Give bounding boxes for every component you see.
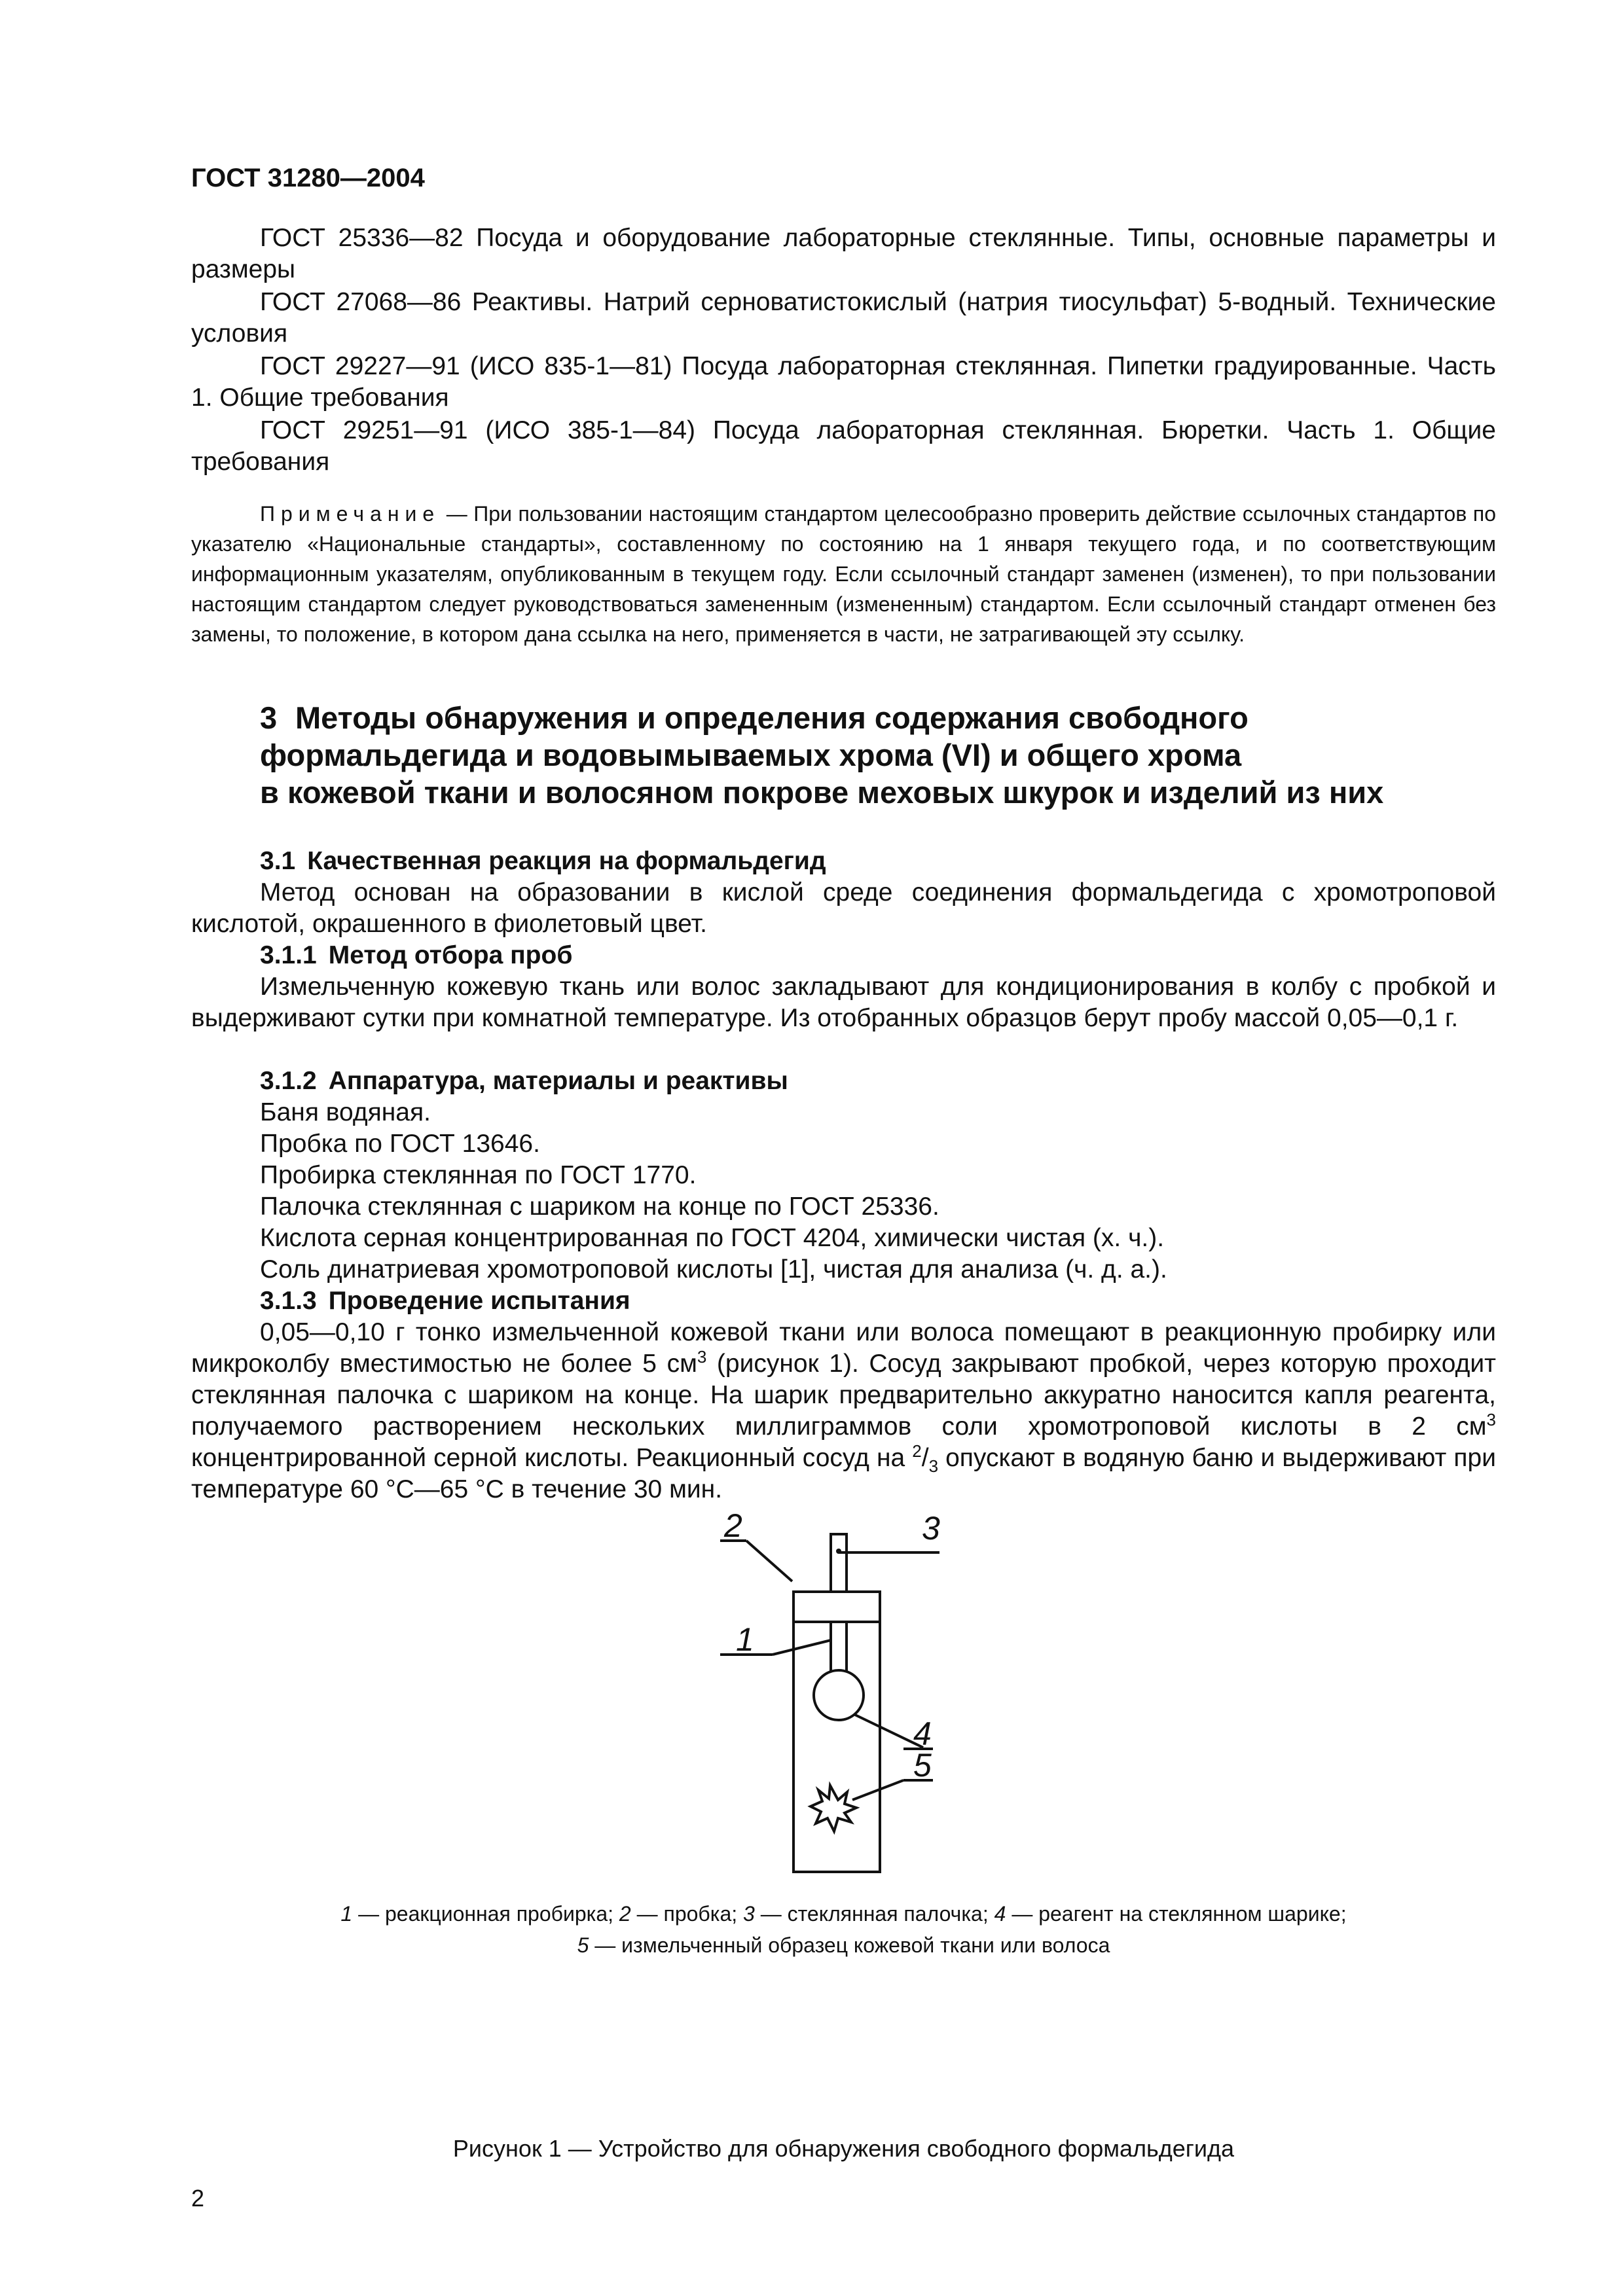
reference-item bbox=[191, 287, 1496, 350]
note-block bbox=[191, 499, 1496, 649]
reference-item bbox=[191, 223, 1496, 285]
section-heading bbox=[260, 699, 1504, 811]
reference-text: (ИСО 385-1—84) Посуда лабораторная стеклянная. Бюретки. Часть 1. Общие требования bbox=[191, 416, 1496, 476]
leader-2 bbox=[746, 1541, 792, 1581]
legend-line: 1 — реакционная пробирка; 2 — пробка; 3 — стеклянная палочка; 4 — реагент на стеклянном шарике; bbox=[340, 1902, 1347, 1926]
note-label: Примечание bbox=[260, 502, 441, 526]
glass-rod-top bbox=[831, 1534, 847, 1592]
list-item: Соль динатриевая хромотроповой кислоты [1], чистая для анализа (ч. д. а.). bbox=[260, 1255, 1167, 1283]
list-item: Кислота серная концентрированная по ГОСТ 4204, химически чистая (х. ч.). bbox=[260, 1224, 1165, 1252]
reference-item bbox=[191, 415, 1496, 478]
stopper bbox=[793, 1592, 880, 1622]
figure-label-4: 4 bbox=[913, 1715, 932, 1752]
document-header-code: ГОСТ 31280—2004 bbox=[191, 164, 425, 192]
list-item: Баня водяная. bbox=[260, 1098, 431, 1126]
reference-code: ГОСТ 29251—91 bbox=[260, 416, 468, 444]
paragraph: 0,05—0,10 г тонко измельченной кожевой ткани или волоса помещают в реакционную пробирку или микроколбу вместимостью не более 5 $см^3$ (рисунок 1). Сосуд закрывают пробкой, через которую проходит стеклянная палочка с шариком на конце. На шарик предварительно аккуратно наносится капля реагента, получаемого растворением нескольких миллиграммов соли хромотроповой кислоты в 2 $см^3$ концентрированной серной кислоты. Реакционный сосуд на $^2/_3$ опускают в водяную баню и выдерживают при температуре 60 °C—65 °C в течение 30 мин. bbox=[191, 1318, 1496, 1503]
subsection-heading: 3.1.1 Метод отбора проб bbox=[260, 941, 573, 969]
figure-label-1: 1 bbox=[736, 1621, 754, 1658]
subsection-3-1 bbox=[191, 846, 1496, 940]
reference-code: ГОСТ 29227—91 bbox=[260, 352, 460, 380]
list-item: Пробирка стеклянная по ГОСТ 1770. bbox=[260, 1161, 697, 1189]
paragraph: Метод основан на образовании в кислой среде соединения формальдегида с хромотроповой кислотой, окрашенного в фиолетовый цвет. bbox=[191, 878, 1496, 938]
subsection-3-1-1 bbox=[191, 940, 1496, 1034]
subsection-heading: 3.1 Качественная реакция на формальдегид bbox=[260, 847, 826, 875]
reagent-ball bbox=[814, 1670, 864, 1720]
reference-text: Реактивы. Натрий серноватистокислый (натрия тиосульфат) 5-водный. Технические условия bbox=[191, 288, 1496, 348]
figure-label-3: 3 bbox=[922, 1512, 940, 1547]
figure-1-diagram bbox=[707, 1512, 995, 1878]
reference-item bbox=[191, 351, 1496, 414]
rod-marker bbox=[836, 1549, 841, 1554]
paragraph: Измельченную кожевую ткань или волос закладывают для кондиционирования в колбу с пробкой и выдерживают сутки при комнатной температуре. Из отобранных образцов берут пробу массой 0,05—0,1 г. bbox=[191, 973, 1496, 1032]
sample-burst bbox=[811, 1785, 856, 1831]
reference-code: ГОСТ 25336—82 bbox=[260, 224, 464, 252]
note-text: — При пользовании настоящим стандартом целесообразно проверить действие ссылочных стандартов по указателю «Национальные стандарты», составленному по состоянию на 1 января текущего года, и по соответствующим информационным указателям, опубликованным в текущем году. Если ссылочный стандарт заменен (изменен), то при пользовании настоящим стандартом следует руководствоваться замененным (измененным) стандартом. Если ссылочный стандарт отменен без замены, то положение, в котором дана ссылка на него, применяется в части, не затрагивающей эту ссылку. bbox=[191, 502, 1497, 646]
reaction-tube bbox=[793, 1592, 880, 1872]
page-number: 2 bbox=[191, 2185, 205, 2212]
reference-text: (ИСО 835-1—81) Посуда лабораторная стеклянная. Пипетки градуированные. Часть 1. Общие требования bbox=[191, 352, 1496, 412]
reference-code: ГОСТ 27068—86 bbox=[260, 288, 462, 316]
figure-title: Рисунок 1 — Устройство для обнаружения свободного формальдегида bbox=[452, 2135, 1235, 2162]
section-title-line: формальдегида и водовымываемых хрома (VI) и общего хрома bbox=[260, 738, 1242, 772]
figure-label-2: 2 bbox=[724, 1512, 742, 1544]
subsection-3-1-2 bbox=[191, 1066, 1496, 1285]
list-item: Палочка стеклянная с шариком на конце по ГОСТ 25336. bbox=[260, 1193, 939, 1221]
section-number: 3 bbox=[260, 700, 278, 735]
subsection-heading: 3.1.2 Аппаратура, материалы и реактивы bbox=[260, 1067, 788, 1095]
reference-text: Посуда и оборудование лабораторные стеклянные. Типы, основные параметры и размеры bbox=[191, 224, 1497, 283]
figure-legend bbox=[191, 1898, 1496, 1961]
legend-line: 5 — измельченный образец кожевой ткани или волоса bbox=[577, 1933, 1110, 1957]
figure-label-5: 5 bbox=[913, 1747, 932, 1784]
subsection-heading: 3.1.3 Проведение испытания bbox=[260, 1287, 630, 1315]
section-title-line: в кожевой ткани и волосяном покрове меховых шкурок и изделий из них bbox=[260, 775, 1384, 810]
subsection-3-1-3 bbox=[191, 1285, 1496, 1505]
leader-5 bbox=[852, 1780, 903, 1800]
section-title-line: Методы обнаружения и определения содержания свободного bbox=[295, 700, 1249, 735]
list-item: Пробка по ГОСТ 13646. bbox=[260, 1130, 540, 1158]
leader-1 bbox=[773, 1640, 831, 1655]
